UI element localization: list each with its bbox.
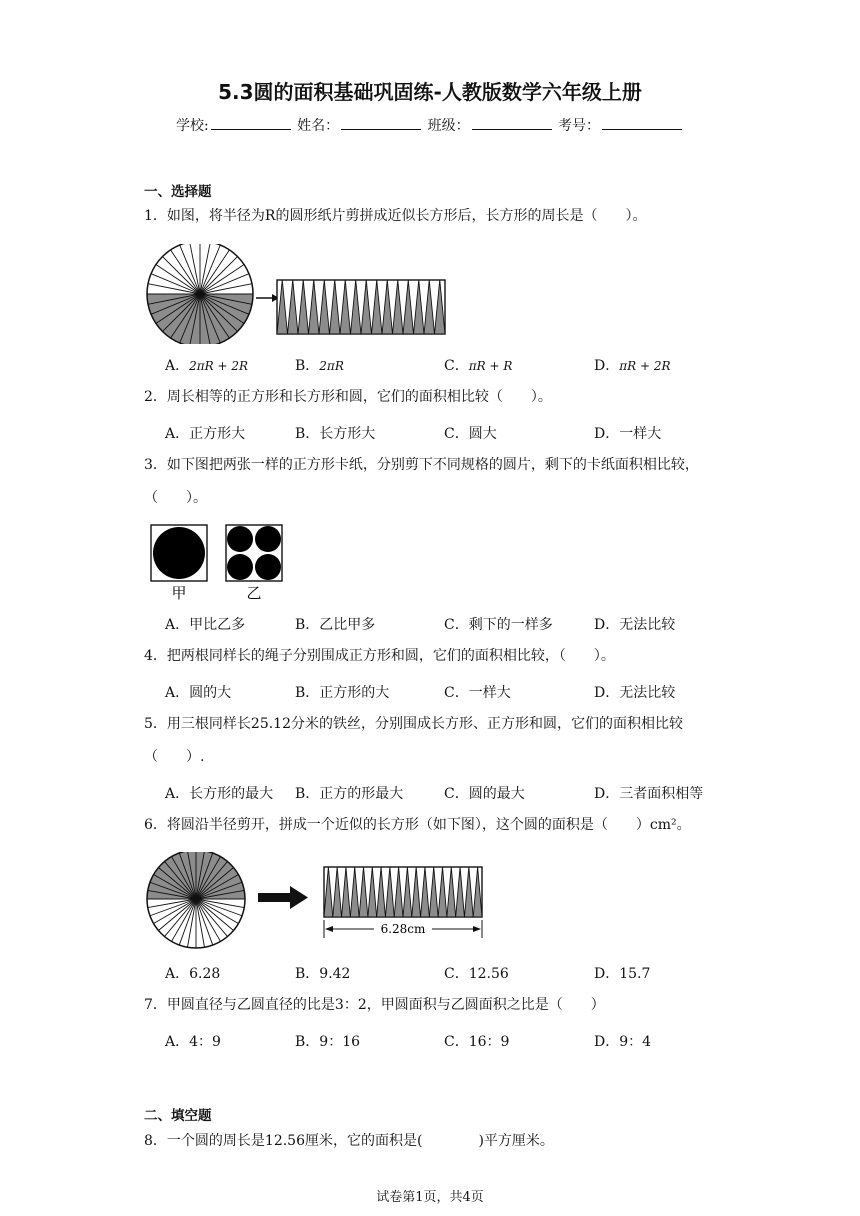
q2-option-c[interactable]: C．圆大 [444, 426, 497, 442]
q1-rectangle [277, 280, 445, 334]
q5-option-c[interactable]: C．圆的最大 [444, 786, 525, 802]
question-3-stem: 3．如下图把两张一样的正方形卡纸，分别剪下不同规格的圆片，剩下的卡纸面积相比较，（ ）。 [144, 457, 699, 506]
q6-dimension-label: 6.28cm [380, 922, 426, 936]
question-3-options [165, 614, 725, 634]
q3-option-a[interactable]: A．甲比乙多 [165, 617, 246, 633]
q6-option-b[interactable]: B．9.42 [295, 966, 351, 982]
q3-label-yi: 乙 [246, 584, 262, 602]
q1-circle [147, 244, 253, 344]
q5-option-b[interactable]: B．正方的形最大 [295, 786, 404, 802]
q4-option-c[interactable]: C．一样大 [444, 685, 511, 701]
q7-option-c[interactable]: C．16：9 [444, 1034, 510, 1050]
q6-figure [144, 852, 494, 952]
question-1-options [165, 355, 725, 375]
question-7-options [165, 1031, 725, 1051]
page-title: 5.3圆的面积基础巩固练-人教版数学六年级上册 [218, 80, 642, 104]
q3-option-b[interactable]: B．乙比甲多 [295, 617, 376, 633]
q1-option-c[interactable]: C．πR + R [444, 358, 513, 374]
q4-option-a[interactable]: A．圆的大 [165, 685, 232, 701]
name-label: 姓名： [297, 118, 340, 134]
question-5-options [165, 783, 725, 803]
q4-option-d[interactable]: D．无法比较 [594, 685, 676, 701]
q1-option-a[interactable]: A．2πR + 2R [165, 358, 249, 374]
q5-option-d[interactable]: D．三者面积相等 [594, 786, 704, 802]
q1-figure [144, 244, 454, 344]
question-2-stem: 2．周长相等的正方形和长方形和圆，它们的面积相比较（ ）。 [144, 389, 552, 405]
number-label: 考号： [558, 118, 601, 134]
q3-figure [148, 522, 288, 604]
question-6-options [165, 963, 725, 983]
q7-option-a[interactable]: A．4：9 [165, 1034, 221, 1050]
q2-option-d[interactable]: D．一样大 [594, 426, 662, 442]
q6-arrow [258, 886, 308, 909]
q6-circle [147, 852, 245, 948]
q6-option-c[interactable]: C．12.56 [444, 966, 509, 982]
q2-option-b[interactable]: B．长方形大 [295, 426, 376, 442]
question-7-stem: 7．甲圆直径与乙圆直径的比是3：2，甲圆面积与乙圆面积之比是（ ） [144, 997, 605, 1013]
q1-option-d[interactable]: D．πR + 2R [594, 358, 671, 374]
question-5-stem: 5．用三根同样长25.12分米的铁丝，分别围成长方形、正方形和圆，它们的面积相比较（ ）. [144, 716, 683, 765]
section-heading-fill: 二、填空题 [144, 1108, 212, 1124]
q3-big-circle [153, 527, 205, 579]
student-info-line [0, 115, 860, 135]
q4-option-b[interactable]: B．正方形的大 [295, 685, 390, 701]
name-blank [341, 117, 421, 130]
question-4-options [165, 682, 725, 702]
question-2-options [165, 423, 725, 443]
q6-option-d[interactable]: D．15.7 [594, 966, 651, 982]
class-label: 班级： [427, 118, 470, 134]
question-1-stem: 1．如图，将半径为R的圆形纸片剪拼成近似长方形后，长方形的周长是（ ）。 [144, 208, 647, 224]
q6-rectangle [324, 867, 482, 917]
q3-small-circle [255, 554, 281, 580]
q3-small-circle [227, 526, 253, 552]
q3-option-d[interactable]: D．无法比较 [594, 617, 676, 633]
school-label: 学校: [175, 118, 209, 134]
q6-option-a[interactable]: A．6.28 [165, 966, 221, 982]
q7-option-b[interactable]: B．9：16 [295, 1034, 361, 1050]
q7-option-d[interactable]: D．9：4 [594, 1034, 652, 1050]
q3-label-jia: 甲 [171, 584, 187, 602]
question-4-stem: 4．把两根同样长的绳子分别围成正方形和圆，它们的面积相比较，（ ）。 [144, 648, 615, 664]
class-blank [472, 117, 552, 130]
q3-small-circle [255, 526, 281, 552]
q1-option-b[interactable]: B．2πR [295, 358, 344, 374]
question-8-stem: 8．一个圆的周长是12.56厘米，它的面积是( )平方厘米。 [144, 1133, 554, 1149]
section-heading-choice: 一、选择题 [144, 184, 212, 200]
number-blank [602, 117, 682, 130]
question-6-stem: 6．将圆沿半径剪开，拼成一个近似的长方形（如下图），这个圆的面积是（ ）cm²。 [144, 817, 691, 833]
q6-dimension [324, 920, 482, 938]
q2-option-a[interactable]: A．正方形大 [165, 426, 246, 442]
q5-option-a[interactable]: A．长方形的最大 [165, 786, 274, 802]
q3-option-c[interactable]: C．剩下的一样多 [444, 617, 553, 633]
page-footer: 试卷第1页，共4页 [376, 1190, 484, 1205]
q3-small-circle [227, 554, 253, 580]
school-blank [211, 117, 291, 130]
